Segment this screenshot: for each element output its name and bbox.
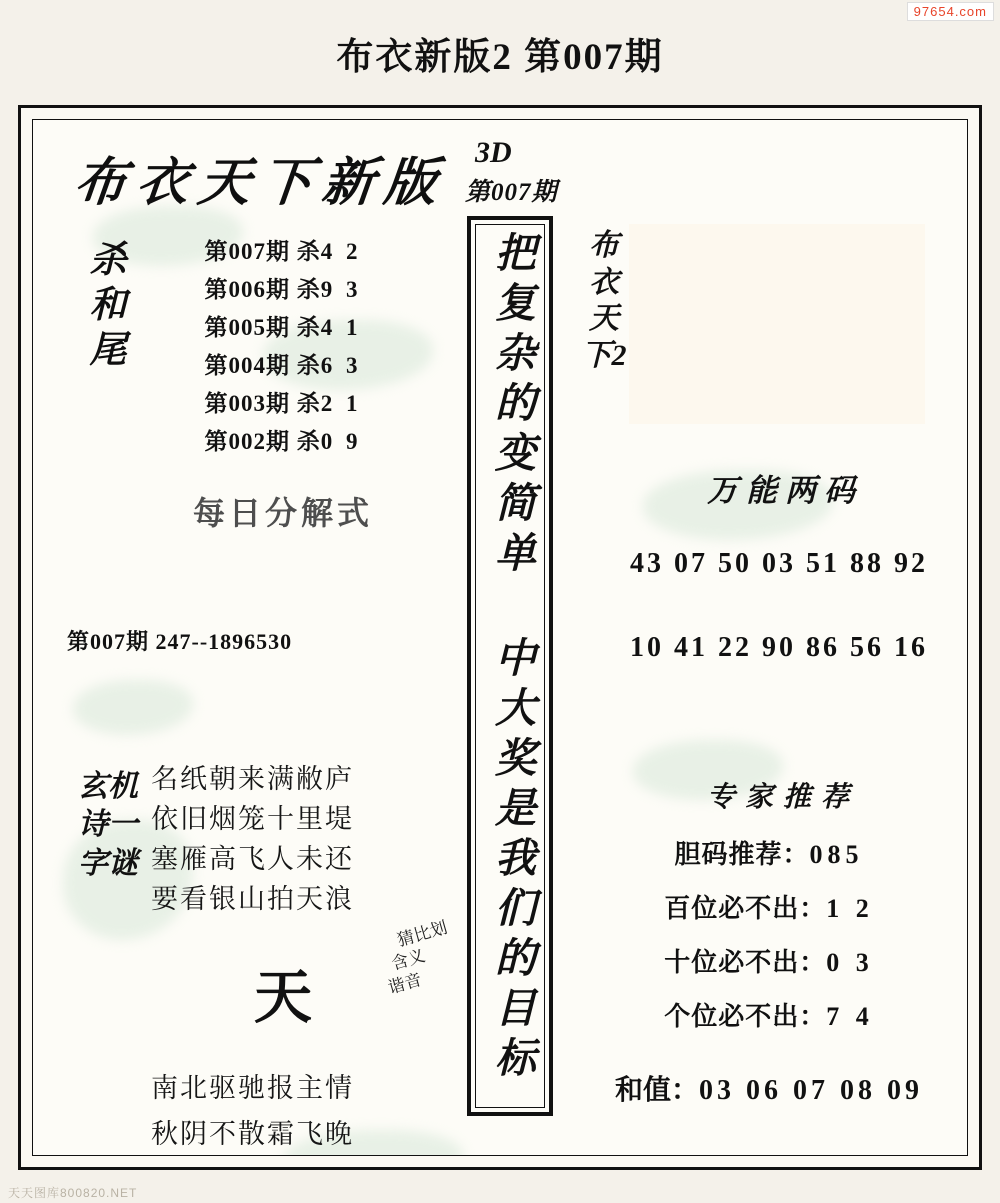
poem-line: 名纸朝来满敝庐 xyxy=(151,764,354,794)
kill-row-nums: 6 3 xyxy=(320,353,362,378)
poster-headline: 布衣天下新版 xyxy=(71,155,450,212)
kill-row-nums: 2 1 xyxy=(320,391,362,416)
poem-bottom-block xyxy=(151,1065,421,1156)
brand-vertical-label: 布衣天下2 xyxy=(581,229,627,372)
riddle-answer: 天 xyxy=(253,965,312,1030)
riddle-hint: 猜比划 xyxy=(395,917,450,951)
poster-frame xyxy=(18,105,982,1170)
poem-line: 南北驱驰报主情 xyxy=(151,1073,354,1103)
kill-row-nums: 4 2 xyxy=(320,239,362,264)
section-label-shahewei: 杀和尾 xyxy=(89,240,127,372)
riddle-hints xyxy=(378,917,463,998)
kill-row-nums: 4 1 xyxy=(320,315,362,340)
kill-row-issue: 第003期 杀 xyxy=(204,391,321,416)
poem-line: 依旧烟笼十里堤 xyxy=(151,803,354,834)
expert-recommend-title: 专家推荐 xyxy=(706,782,859,813)
expert-row-value: 1 2 xyxy=(826,894,874,923)
wanneng-title: 万能两码 xyxy=(707,473,863,508)
expert-row-label: 十位必不出： xyxy=(664,948,827,977)
brand-panel xyxy=(629,224,925,424)
poster-inner xyxy=(32,119,968,1156)
kill-row-issue: 第007期 杀 xyxy=(204,239,321,264)
kill-row-issue: 第002期 杀 xyxy=(204,429,321,454)
kill-row-issue: 第004期 杀 xyxy=(204,353,321,378)
watermark-bottom-left: 天天图库800820.NET xyxy=(8,1186,138,1200)
poem-line: 塞雁高飞人未还 xyxy=(151,843,354,874)
riddle-label: 玄机诗一字谜 xyxy=(78,770,138,880)
hezhi-row xyxy=(559,1068,968,1108)
watermark-top-right: 97654.com xyxy=(907,2,994,21)
center-slogan-text: 把复杂的变简单 中大奖是我们的目标 xyxy=(475,224,545,1108)
expert-row xyxy=(569,896,968,922)
kill-row xyxy=(133,316,433,339)
kill-row-issue: 第006期 杀 xyxy=(204,277,321,302)
poem-block xyxy=(151,760,411,920)
kill-row-nums: 9 3 xyxy=(320,277,362,302)
kill-row xyxy=(133,392,433,415)
expert-row-value: 085 xyxy=(809,840,864,869)
riddle-hint: 含义 xyxy=(389,946,428,974)
kill-row xyxy=(133,430,433,453)
expert-recommend-list xyxy=(569,842,968,1058)
kill-row-issue: 第005期 杀 xyxy=(204,315,321,340)
expert-row xyxy=(569,950,968,976)
expert-row-value: 0 3 xyxy=(826,948,874,977)
expert-row-label: 个位必不出： xyxy=(664,1002,827,1031)
expert-row-label: 胆码推荐： xyxy=(674,840,810,869)
expert-row xyxy=(569,1004,968,1030)
kill-number-list xyxy=(133,240,433,468)
riddle-hint: 谐音 xyxy=(385,969,424,998)
center-slogan-frame xyxy=(467,216,553,1116)
kill-row xyxy=(133,278,433,301)
kill-row-nums: 0 9 xyxy=(320,429,362,454)
expert-row-value: 7 4 xyxy=(826,1002,874,1031)
hezhi-value: 03 06 07 08 09 xyxy=(699,1075,923,1106)
decor-splotch xyxy=(73,680,193,735)
hezhi-label: 和值： xyxy=(614,1075,699,1106)
wanneng-row-1: 43 07 50 03 51 88 92 xyxy=(630,548,928,579)
wanneng-row-2: 10 41 22 90 86 56 16 xyxy=(630,632,928,663)
poster-headline-issue: 第007期 xyxy=(465,179,558,206)
poster-headline-3d: 3D xyxy=(475,136,512,169)
daily-formula-label: 每日分解式 xyxy=(192,495,373,531)
poem-line: 要看银山拍天浪 xyxy=(151,883,354,914)
expert-row-label: 百位必不出： xyxy=(664,894,827,923)
kill-row xyxy=(133,354,433,377)
poem-line: 秋阴不散霜飞晚 xyxy=(151,1119,354,1150)
expert-row xyxy=(569,842,968,868)
page-title: 布衣新版2 第007期 xyxy=(336,37,664,78)
issue-code-line: 第007期 247--1896530 xyxy=(67,629,293,654)
kill-row xyxy=(133,240,433,263)
